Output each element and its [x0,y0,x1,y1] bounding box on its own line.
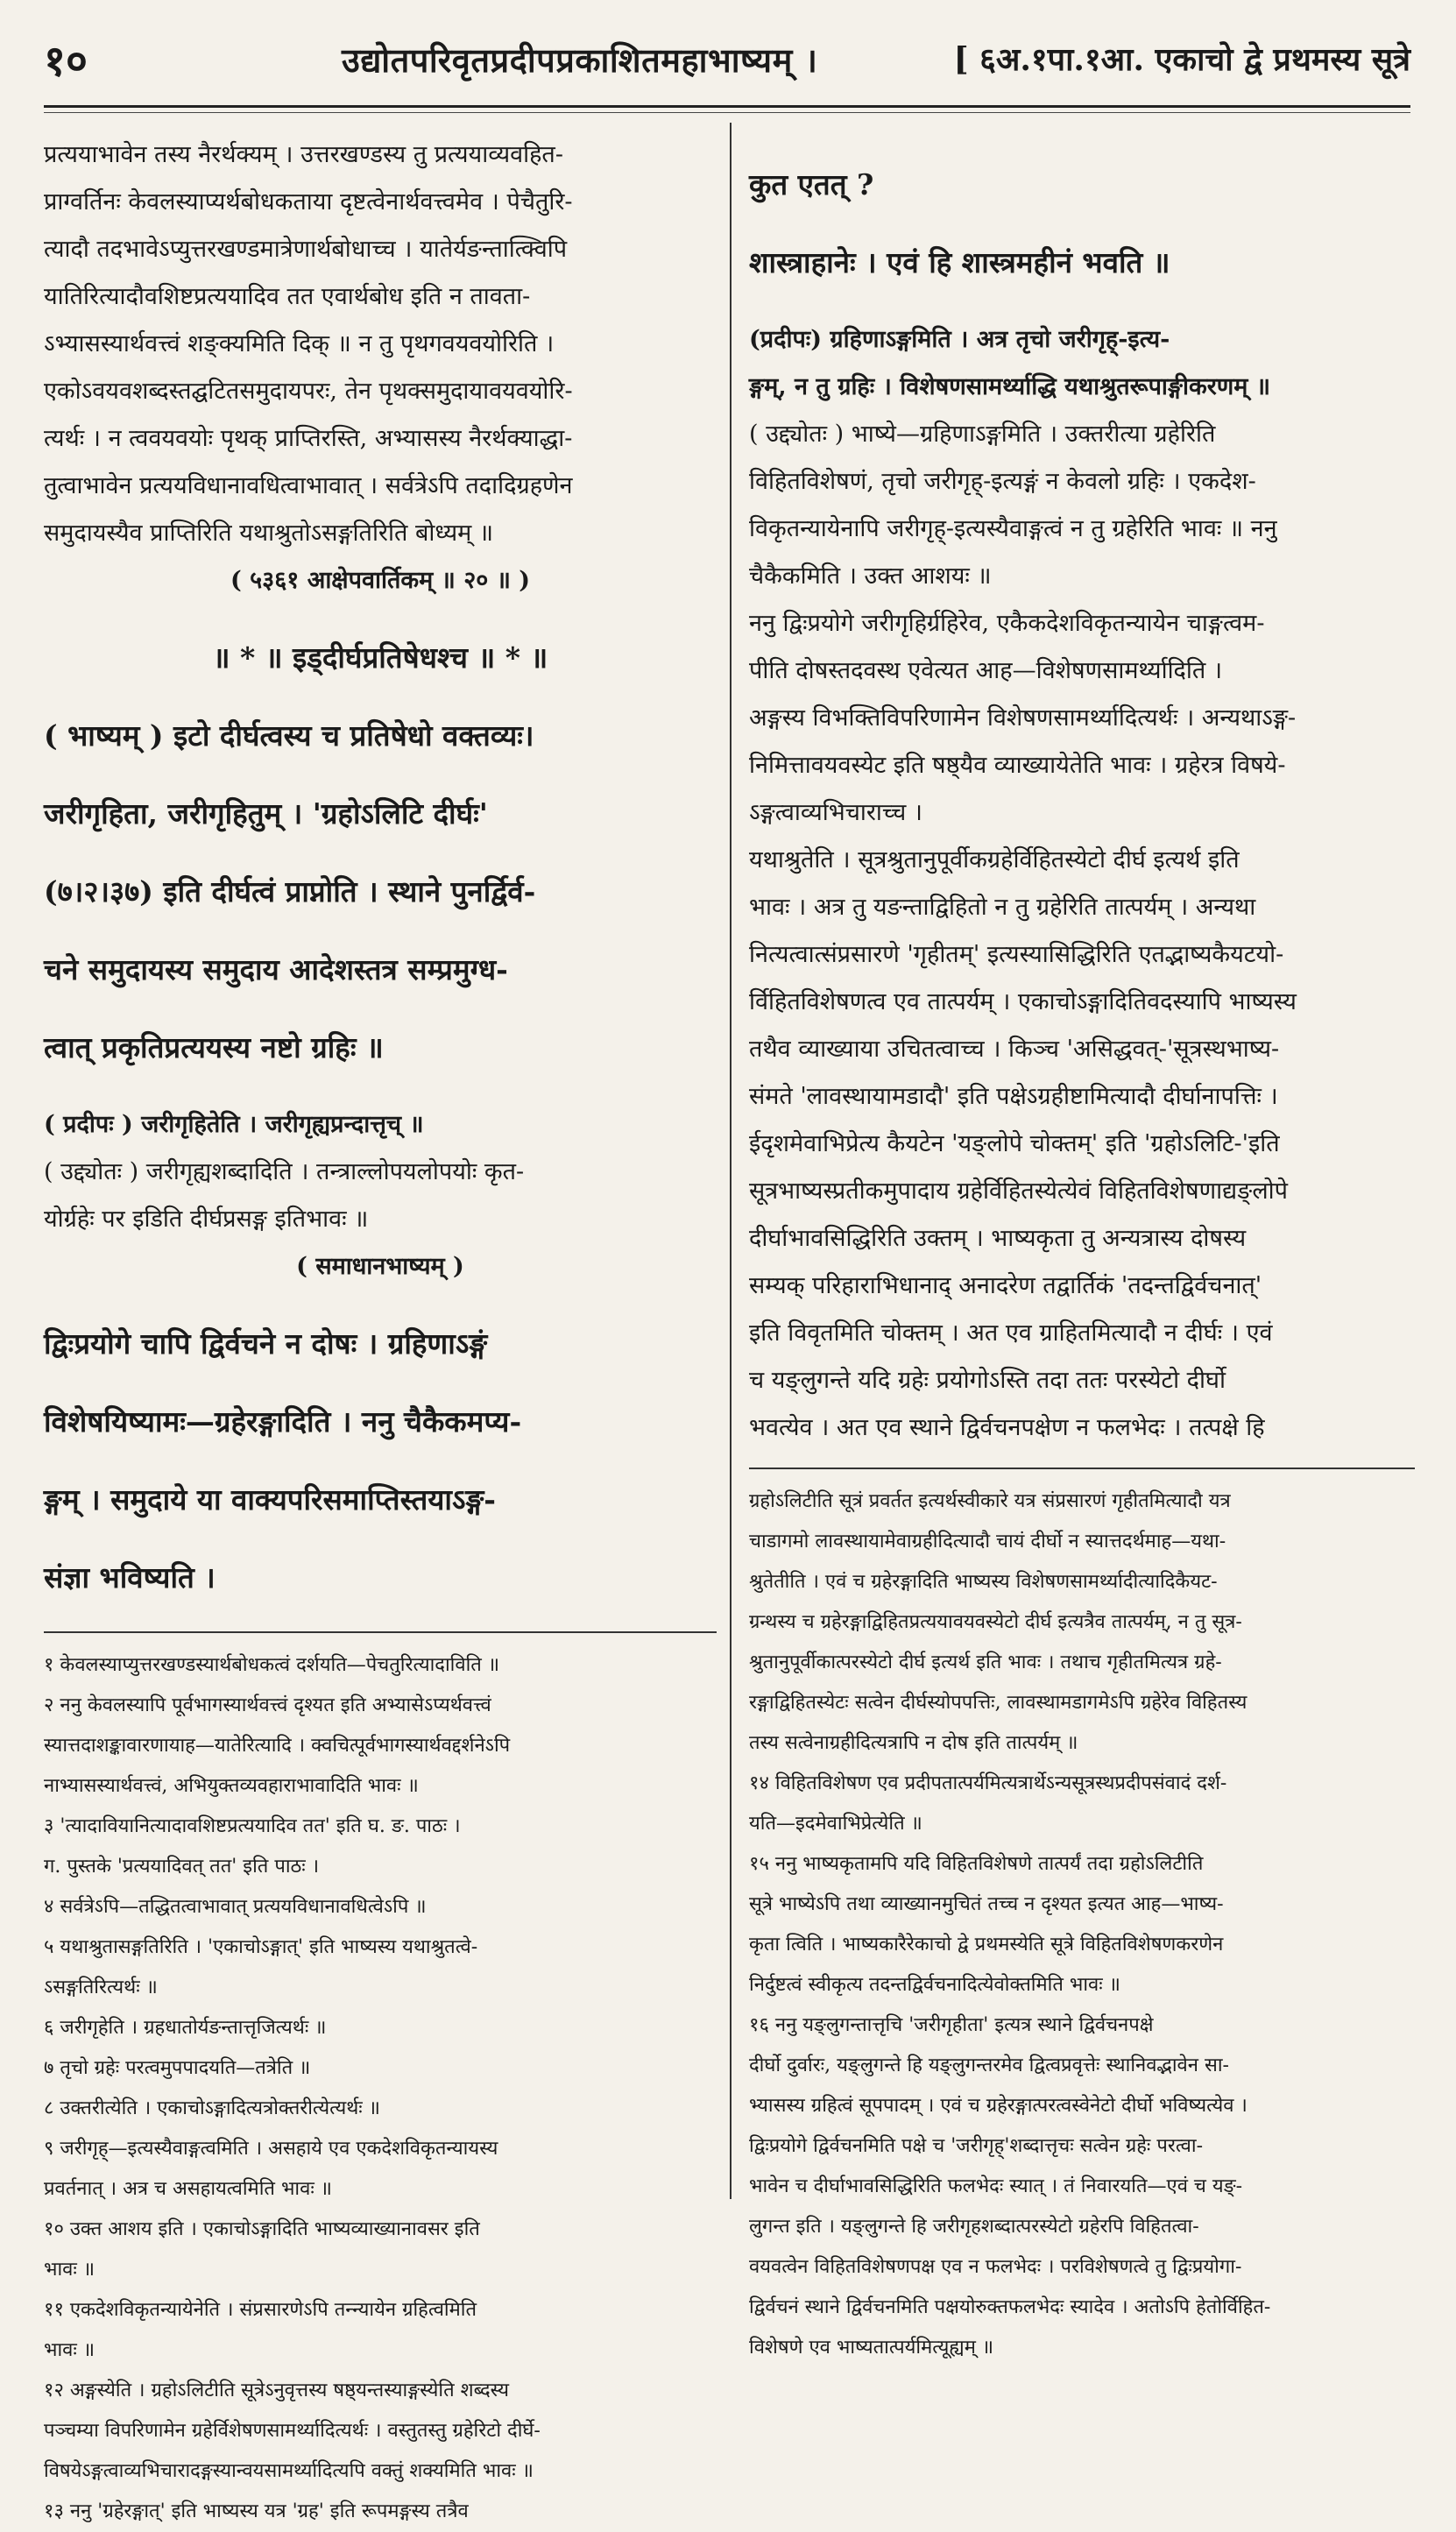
footnote-line: श्रुतानुपूर्वीकात्परस्येटो दीर्घ इत्यर्थ इति भावः । तथाच गृहीतमित्यत्र ग्रहे- [749,1651,1222,1673]
uddyota-line: र्विहितविशेषणत्व एव तात्पर्यम् । एकाचोऽङ्गादितिवदस्यापि भाष्यस्य [749,988,1297,1015]
footnote-line: भ्यासस्य ग्रहित्वं सूपपादम् । एवं च ग्रहेरङ्गात्परत्वस्वेनेटो दीर्घो भविष्यत्येव । [749,2095,1247,2117]
running-header [44,32,1410,102]
uddyota-line: च यङ्लुगन्ते यदि ग्रहेः प्रयोगोऽस्ति तदा ततः परस्येटो दीर्घो [749,1367,1226,1394]
uddyota-line: ऽङ्गत्वाव्यभिचाराच्च । [749,799,923,826]
left-footnotes [44,1645,717,2532]
uddyota-line: ( उद्द्योतः ) भाष्ये—ग्रहिणाऽङ्गमिति । उक्तरीत्या ग्रहेरिति [749,421,1216,448]
uddyota-line: ( उद्द्योतः ) जरीगृह्यशब्दादिति । तन्त्राल्लोपयलोपयोः कृत- [44,1158,525,1185]
uddyota-line: दीर्घाभावसिद्धिरिति उक्तम् । भाष्यकृता तु अन्यत्रास्य दोषस्य [749,1225,1247,1252]
footnote-line: ऽसङ्गतिरित्यर्थः ॥ [44,1977,158,1998]
footnote-line: लुगन्त इति । यङ्लुगन्ते हि जरीगृहशब्दात्परस्येटो ग्रहेरपि विहितत्वा- [749,2216,1199,2238]
vartika-sutra: ॥ * ॥ इड्दीर्घप्रतिषेधश्च ॥ * ॥ [212,640,548,675]
samadhana-bhashya [44,1319,717,1602]
uddyota-text [44,1149,717,1243]
footnote-line: श्रुतेतीति । एवं च ग्रहेरङ्गादिति भाष्यस्य विशेषणसामर्थ्यादीत्यादिकैयट- [749,1571,1218,1593]
footnote-line: १० उक्त आशय इति । एकाचोऽङ्गादिति भाष्यव्याख्यानावसर इति [44,2218,480,2240]
section-reference: [ ६अ.१पा.१आ. एकाचो द्वे प्रथमस्य सूत्रे [953,41,1410,78]
text-line: यातिरित्यादौवशिष्टप्रत्ययादिव तत एवार्थबोध इति न तावता- [44,283,531,310]
bhashya-line: त्वात् प्रकृतिप्रत्ययस्य नष्टो ग्रहिः ॥ [44,1030,384,1064]
footnote-line: स्यात्तदाशङ्कावारणायाह—यातेरित्यादि । क्वचित्पूर्वभागस्यार्थवद्दर्शनेऽपि [44,1735,511,1757]
uddyota-line: नित्यत्वात्संप्रसारणे 'गृहीतम्' इत्यस्यासिद्धिरिति एतद्भाष्यकैयटयो- [749,941,1284,968]
samadhana-heading: ( समाधानभाष्यम् ) [296,1253,464,1280]
text-line: प्राग्वर्तिनः केवलस्याप्यर्थबोधकताया दृष्टत्वेनार्थवत्त्वमेव । पेचैतुरि- [44,188,573,216]
uddyota-line: योर्ग्रहेः पर इडिति दीर्घप्रसङ्ग इतिभावः ॥ [44,1206,369,1233]
footnote-line: पञ्चम्या विपरिणामेन ग्रहेर्विशेषणसामर्थ्यादित्यर्थः । वस्तुतस्तु ग्रहेरिटो दीर्घे- [44,2420,541,2442]
footnote-line: ६ जरीगृहेति । ग्रहधातोर्यङन्तात्तृजित्यर्थः ॥ [44,2017,327,2039]
footnote-line: कृता त्विति । भाष्यकारैरेकाचो द्वे प्रथमस्येति सूत्रे विहितविशेषणकरणेन [749,1934,1224,1956]
uddyota-line: निमित्तावयवस्येट इति षष्ठ्यैव व्याख्यायेतेति भावः । ग्रहेरत्र विषये- [749,752,1286,779]
footnote-line: प्रवर्तनात् । अत्र च असहायत्वमिति भावः ॥ [44,2178,332,2200]
uddyota-line: भवत्येव । अत एव स्थाने द्विर्वचनपक्षेण न फलभेदः । तत्पक्षे हि [749,1414,1265,1441]
text-line: प्रत्ययाभावेन तस्य नैरर्थक्यम् । उत्तरखण्डस्य तु प्रत्ययाव्यवहित- [44,141,563,168]
footnote-line: तस्य सत्वेनाग्रहीदित्यत्रापि न दोष इति तात्पर्यम् ॥ [749,1732,1078,1754]
text-line: समुदायस्यैव प्राप्तिरिति यथाश्रुतोऽसङ्गतिरिति बोध्यम् ॥ [44,520,494,547]
page-number: १० [44,37,88,86]
bhashya-line: ( भाष्यम् ) इटो दीर्घत्वस्य च प्रतिषेधो वक्तव्यः। [44,718,534,753]
footnote-line: निर्दुष्टत्वं स्वीकृत्य तदन्तद्विर्वचनादित्येवोक्तमिति भावः ॥ [749,1974,1120,1996]
footnote-line: ४ सर्वत्रेऽपि—तद्धितत्वाभावात् प्रत्ययविधानावधित्वेऽपि ॥ [44,1896,427,1918]
footnote-line: यति—इदमेवाभिप्रेत्येति ॥ [749,1813,922,1835]
uddyota-line: यथाश्रुतेति । सूत्रश्रुतानुपूर्वीकग्रहेर्विहितस्येटो दीर्घ इत्यर्थ इति [749,846,1240,873]
uddyota-line: ननु द्विःप्रयोगे जरीगृहिर्ग्रहिरेव, एकैकदेशविकृतन्यायेन चाङ्गत्वम- [749,610,1265,637]
footnote-rule [44,1631,717,1633]
left-column [44,131,717,2532]
bhashya-line: (७।२।३७) इति दीर्घत्वं प्राप्नोति । स्थाने पुनर्द्विर्व- [44,874,536,909]
text-line: ऽभ्यासस्यार्थवत्त्वं शङ्क्यमिति दिक् ॥ न तु पृथगवयवयोरिति । [44,330,555,357]
column-divider [730,123,732,2199]
uddyota-line: संमते 'लावस्थायामडादौ' इति पक्षेऽग्रहीष्टामित्यादौ दीर्घानापत्तिः । [749,1083,1278,1110]
running-title: उद्योतपरिवृतप्रदीपप्रकाशितमहाभाष्यम् । [342,40,818,80]
uddyota-line: चैकैकमिति । उक्त आशयः ॥ [749,562,992,590]
uddyota-line: तथैव व्याख्याया उचितत्वाच्च । किञ्च 'असिद्धवत्-'सूत्रस्थभाष्य- [749,1036,1280,1063]
footnote-line: विषयेऽङ्गत्वाव्यभिचारादङ्गस्यान्वयसामर्थ्यादित्यपि वक्तुं शक्यमिति भावः ॥ [44,2460,534,2482]
bhashya-line: कुत एतत् ? [749,167,874,202]
uddyota-line: इति विवृतमिति चोक्तम् । अत एव ग्राहितमित्यादौ न दीर्घः । एवं [749,1319,1273,1347]
footnote-line: ११ एकदेशविकृतन्यायेनेति । संप्रसारणेऽपि तन्न्यायेन ग्रहित्वमिति [44,2299,477,2321]
vartika-heading: ( ५३६१ आक्षेपवार्तिकम् ॥ २० ॥ ) [230,567,531,594]
footnote-line: १३ ननु 'ग्रहेरङ्गात्' इति भाष्यस्य यत्र 'ग्रह' इति रूपमङ्गस्य तत्रैव [44,2500,469,2522]
text-line: त्यर्थः । न त्ववयवयोः पृथक् प्राप्तिरस्ति, अभ्यासस्य नैरर्थक्याद्धा- [44,425,573,452]
pradipa-line: ङ्गम्, न तु ग्रहिः । विशेषणसामर्थ्याद्धि यथाश्रुतरूपाङ्गीकरणम् ॥ [749,373,1271,400]
right-column [749,131,1415,2368]
footnote-line: द्विःप्रयोगे द्विर्वचनमिति पक्षे च 'जरीगृह्'शब्दात्तृचः सत्वेन ग्रहेः परत्वा- [749,2135,1204,2157]
footnote-line: १२ अङ्गस्येति । ग्रहोऽलिटीति सूत्रेऽनुवृत्तस्य षष्ठ्यन्तस्याङ्गस्येति शब्दस्य [44,2380,509,2401]
footnote-line: २ ननु केवलस्यापि पूर्वभागस्यार्थवत्त्वं दृश्यत इति अभ्यासेऽप्यर्थवत्त्वं [44,1694,491,1716]
uddyota-line: सम्यक् परिहाराभिधानाद् अनादरेण तद्वार्तिकं 'तदन्तद्विर्वचनात्' [749,1272,1262,1299]
bhashya-line: जरीगृहिता, जरीगृहितुम् । 'ग्रहोऽलिटि दीर्घः' [44,796,488,831]
bhashya-line: विशेषयिष्यामः—ग्रहेरङ्गादिति । ननु चैकैकमप्य- [44,1404,522,1439]
footnote-line: भावः ॥ [44,2259,95,2281]
text-line: तुत्वाभावेन प्रत्ययविधानावधित्वाभावात् । सर्वत्रेऽपि तदादिग्रहणेन [44,472,573,499]
uddyota-line: विहितविशेषणं, तृचो जरीगृह्-इत्यङ्गं न केवलो ग्रहिः । एकदेश- [749,468,1256,495]
bhashya-opening [749,160,1415,287]
footnote-line: भावः ॥ [44,2339,95,2361]
footnote-line: १५ ननु भाष्यकृतामपि यदि विहितविशेषणे तात्पर्यं तदा ग्रहोऽलिटीति [749,1853,1204,1875]
footnote-line: ग्रन्थस्य च ग्रहेरङ्गाद्विहितप्रत्ययावयवस्येटो दीर्घ इत्यत्रैव तात्पर्यम्, न तु सूत्र- [749,1611,1242,1633]
bhashya-text [44,711,717,1072]
footnote-line: ३ 'त्यादावियानित्यादावशिष्टप्रत्ययादिव तत' इति घ. ङ. पाठः । [44,1815,461,1837]
uddyota-line: विकृतन्यायेनापि जरीगृह्-इत्यस्यैवाङ्गत्वं न तु ग्रहेरिति भावः ॥ ननु [749,515,1277,542]
right-uddyota [749,411,1415,1452]
footnote-line: रङ्गाद्विहितस्येटः सत्वेन दीर्घस्योपपत्तिः, लावस्थामडागमेऽपि ग्रहेरेव विहितस्य [749,1692,1247,1714]
uddyota-line: भावः । अत्र तु यङन्ताद्विहितो न तु ग्रहेरिति तात्पर्यम् । अन्यथा [749,894,1256,921]
right-footnotes [749,1482,1415,2368]
footnote-line: द्विर्वचनं स्थाने द्विर्वचनमिति पक्षयोरुक्तफलभेदः स्यादेव । अतोऽपि हेतोर्विहित- [749,2296,1271,2318]
bhashya-line: संज्ञा भविष्यति । [44,1560,216,1595]
footnote-line: ७ तृचो ग्रहेः परत्वमुपपादयति—तत्रेति ॥ [44,2057,311,2079]
right-pradipa [749,316,1415,411]
footnote-line: सूत्रे भाष्येऽपि तथा व्याख्यानमुचितं तच्च न दृश्यत इत्यत आह—भाष्य- [749,1893,1224,1915]
footnote-line: वयवत्वेन विहितविशेषणपक्ष एव न फलभेदः । परविशेषणत्वे तु द्विःप्रयोगा- [749,2256,1242,2278]
uddyota-line: अङ्गस्य विभक्तिविपरिणामेन विशेषणसामर्थ्यादित्यर्थः । अन्यथाऽङ्ग- [749,704,1297,732]
text-line: एकोऽवयवशब्दस्तद्घटितसमुदायपरः, तेन पृथक्समुदायावयवयोरि- [44,378,573,405]
uddyota-line: पीति दोषस्तदवस्थ एवेत्यत आह—विशेषणसामर्थ्यादिति । [749,657,1223,684]
footnote-line: ग. पुस्तके 'प्रत्ययादिवत् तत' इति पाठः । [44,1856,320,1878]
footnote-line: विशेषणे एव भाष्यतात्पर्यमित्यूह्यम् ॥ [749,2337,994,2359]
footnote-line: १ केवलस्याप्युत्तरखण्डस्यार्थबोधकत्वं दर्शयति—पेचतुरित्यादाविति ॥ [44,1654,500,1676]
footnote-line: चाडागमो लावस्थायामेवाग्रहीदित्यादौ चायं दीर्घो न स्यात्तदर्थमाह—यथा- [749,1531,1226,1552]
footnote-line: नाभ्यासस्यार्थवत्त्वं, अभियुक्तव्यवहाराभावादिति भावः ॥ [44,1775,419,1797]
footnote-line: ९ जरीगृह्—इत्यस्यैवाङ्गत्वमिति । असहाये एव एकदेशविकृतन्यायस्य [44,2138,498,2160]
bhashya-line: द्विःप्रयोगे चापि द्विर्वचने न दोषः । ग्रहिणाऽङ्गं [44,1326,488,1361]
footnote-line: ग्रहोऽलिटीति सूत्रं प्रवर्तत इत्यर्थस्वीकारे यत्र संप्रसारणं गृहीतमित्यादौ यत्र [749,1490,1231,1512]
footnote-line: १४ विहितविशेषण एव प्रदीपतात्पर्यमित्यत्रार्थेऽन्यसूत्रस्थप्रदीपसंवादं दर्श- [749,1772,1227,1794]
bhashya-line: ङ्गम् । समुदाये या वाक्यपरिसमाप्तिस्तयाऽङ्ग- [44,1482,496,1517]
pradipa-line: (प्रदीपः) ग्रहिणाऽङ्गमिति । अत्र तृचो जरीगृह्-इत्य- [749,326,1170,353]
footnote-line: ५ यथाश्रुतासङ्गतिरिति । 'एकाचोऽङ्गात्' इति भाष्यस्य यथाश्रुतत्वे- [44,1936,478,1958]
footnote-line: १६ ननु यङ्लुगन्तात्तृचि 'जरीगृहीता' इत्यत्र स्थाने द्विर्वचनपक्षे [749,2014,1154,2036]
bhashya-line: चने समुदायस्य समुदाय आदेशस्तत्र सम्प्रमुग्ध- [44,952,508,987]
footnote-line: भावेन च दीर्घाभावसिद्धिरिति फलभेदः स्यात् । तं निवारयति—एवं च यङ्- [749,2175,1243,2197]
footnote-line: ८ उक्तरीत्येति । एकाचोऽङ्गादित्यत्रोक्तरीत्येत्यर्थः ॥ [44,2097,380,2119]
left-commentary [44,131,717,557]
text-line: त्यादौ तदभावेऽप्युत्तरखण्डमात्रेणार्थबोधाच्च । यातेर्यङन्तात्क्विपि [44,236,568,263]
uddyota-line: सूत्रभाष्यस्प्रतीकमुपादाय ग्रहेर्विहितस्येत्येवं विहितविशेषणाद्यङ्लोपे [749,1178,1288,1205]
header-rule-thin [44,112,1410,113]
header-rule [44,105,1410,108]
footnote-line: दीर्घो दुर्वारः, यङ्लुगन्ते हि यङ्लुगन्तरमेव द्वित्वप्रवृत्तेः स्थानिवद्भावेन सा- [749,2055,1229,2076]
bhashya-line: शास्त्राहानेः । एवं हि शास्त्रमहीनं भवति ॥ [749,245,1170,279]
uddyota-line: ईदृशमेवाभिप्रेत्य कैयटेन 'यङ्लोपे चोक्तम्' इति 'ग्रहोऽलिटि-'इति [749,1130,1280,1157]
pradipa-text: ( प्रदीपः ) जरीगृहितेति । जरीगृह्यप्रन्दात्तृच् ॥ [44,1111,424,1138]
footnote-rule-right [749,1468,1415,1469]
